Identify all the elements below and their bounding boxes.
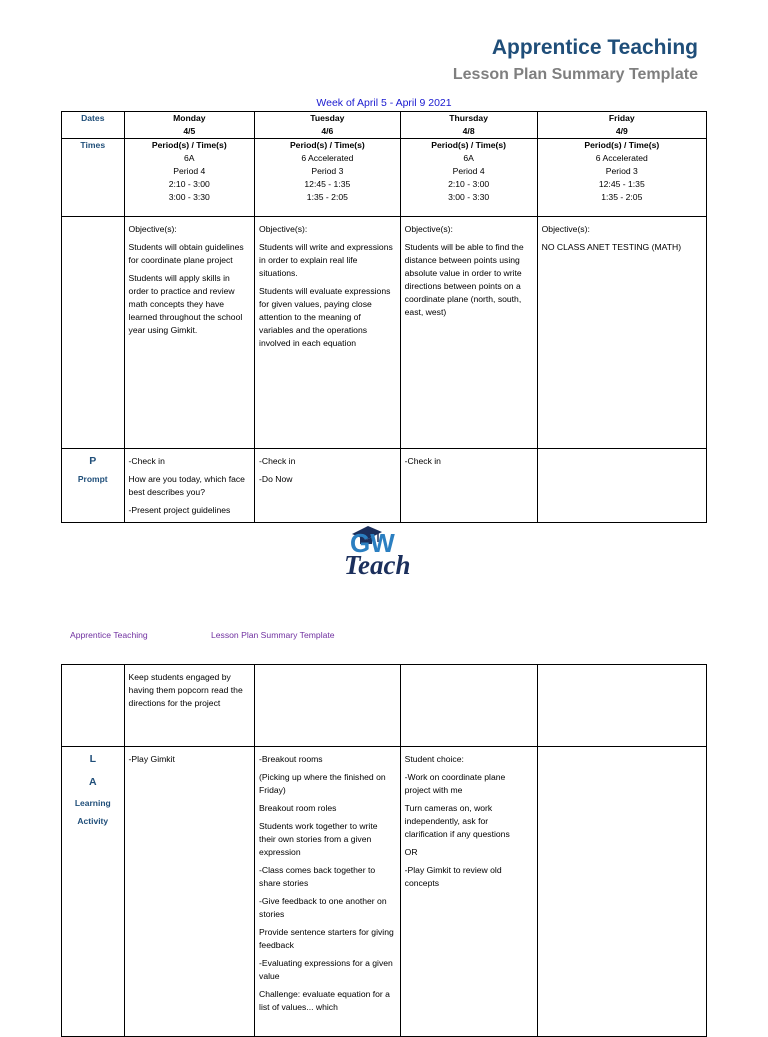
learning-letter-a: A (88, 776, 97, 788)
day-date: 4/9 (615, 126, 628, 136)
day-name: Tuesday (310, 113, 345, 123)
objective-text: Students will obtain guidelines for coordinate plane project (128, 242, 244, 265)
objectives-monday (124, 217, 255, 449)
activity-item: -Class comes back together to share stories (259, 865, 376, 888)
prompt-friday (537, 449, 706, 523)
continued-thursday (400, 665, 537, 747)
period-header: Period(s) / Time(s) (431, 140, 507, 150)
times-text: 6 Accelerated Period 3 12:45 - 1:35 1:35 - 2:05 (595, 153, 648, 202)
objective-text: Students will apply skills in order to practice and review math concepts they have learned throughout the school year using Gimkit. (128, 273, 243, 335)
prompt-item: -Present project guidelines (128, 505, 231, 515)
week-label: Week of April 5 - April 9 2021 (316, 97, 452, 109)
prompt-thursday (400, 449, 537, 523)
objective-text: Students will evaluate expressions for given values, paying close attention to the meaning of variables and the operations involved in each equation (259, 286, 391, 348)
gw-teach-logo (338, 520, 438, 582)
activity-item: -Play Gimkit (128, 754, 175, 764)
learning-row (62, 747, 707, 1037)
objectives-thursday (400, 217, 537, 449)
period-header: Period(s) / Time(s) (151, 140, 227, 150)
dates-row (62, 112, 707, 139)
continued-label-cell (62, 665, 125, 747)
document-title: Apprentice Teaching (491, 36, 698, 59)
prompt-item: -Check in (404, 456, 441, 466)
activity-item: Turn cameras on, work independently, ask for clarification if any questions (404, 803, 510, 839)
learning-label: Learning (74, 798, 111, 808)
objective-text: Students will write and expressions in order to explain real life situations. (259, 242, 393, 278)
times-label: Times (62, 139, 125, 217)
times-row (62, 139, 707, 217)
prompt-tuesday (255, 449, 401, 523)
activity-item: Keep students engaged by having them popcorn read the directions for the project (128, 672, 243, 708)
prompt-monday (124, 449, 255, 523)
logo-teach-text: Teach (344, 550, 411, 580)
activity-item: OR (404, 847, 418, 857)
prompt-label-cell (62, 449, 125, 523)
day-date: 4/5 (183, 126, 196, 136)
times-text: 6 Accelerated Period 3 12:45 - 1:35 1:35 - 2:05 (301, 153, 354, 202)
activity-item: Challenge: evaluate equation for a list of values... which (259, 989, 390, 1012)
activity-item: -Give feedback to one another on stories (259, 896, 387, 919)
activity-item: -Play Gimkit to review old concepts (404, 865, 502, 888)
lesson-plan-table-bottom (61, 664, 707, 1037)
day-date: 4/8 (462, 126, 475, 136)
objective-heading: Objective(s): (128, 224, 177, 234)
dates-label: Dates (62, 112, 125, 139)
objective-text: Students will be able to find the distance between points using absolute value in order to write directions between points on a coordinate plane (north, south, east, west) (404, 242, 524, 317)
objective-heading: Objective(s): (259, 224, 308, 234)
objectives-friday (537, 217, 706, 449)
prompt-row (62, 449, 707, 523)
activity-item: Students work together to write their own stories from a given expression (259, 821, 378, 857)
times-text: 6A Period 4 2:10 - 3:00 3:00 - 3:30 (168, 153, 210, 202)
times-thursday (400, 139, 537, 217)
lesson-plan-table-top (61, 111, 707, 523)
times-tuesday (255, 139, 401, 217)
activity-item: -Work on coordinate plane project with me (404, 772, 506, 795)
day-date: 4/6 (321, 126, 334, 136)
day-header-thursday (400, 112, 537, 139)
activity-item: -Breakout rooms (259, 754, 323, 764)
learning-letter-l: L (89, 753, 96, 765)
activity-item: Provide sentence starters for giving feedback (259, 927, 394, 950)
day-header-monday (124, 112, 255, 139)
footer-left: Apprentice Teaching (70, 630, 148, 640)
objectives-label-cell (62, 217, 125, 449)
prompt-label: Prompt (77, 474, 108, 484)
activity-item: (Picking up where the finished on Friday) (259, 772, 386, 795)
continued-row (62, 665, 707, 747)
document-subtitle: Lesson Plan Summary Template (452, 66, 698, 83)
period-header: Period(s) / Time(s) (289, 140, 365, 150)
continued-monday (124, 665, 255, 747)
times-text: 6A Period 4 2:10 - 3:00 3:00 - 3:30 (448, 153, 490, 202)
learning-thursday (400, 747, 537, 1037)
activity-item: Breakout room roles (259, 803, 337, 813)
logo-gw-text: GW (350, 528, 395, 558)
continued-tuesday (255, 665, 401, 747)
objectives-tuesday (255, 217, 401, 449)
prompt-item: -Check in (259, 456, 296, 466)
day-header-tuesday (255, 112, 401, 139)
period-header: Period(s) / Time(s) (584, 140, 660, 150)
day-header-friday (537, 112, 706, 139)
objective-heading: Objective(s): (541, 224, 590, 234)
prompt-item: How are you today, which face best describes you? (128, 474, 245, 497)
prompt-item: -Do Now (259, 474, 293, 484)
prompt-letter: P (89, 455, 97, 467)
day-name: Monday (173, 113, 206, 123)
activity-item: -Evaluating expressions for a given value (259, 958, 393, 981)
learning-friday (537, 747, 706, 1037)
objective-text: NO CLASS ANET TESTING (MATH) (541, 242, 682, 252)
activity-label: Activity (77, 816, 109, 826)
footer-right: Lesson Plan Summary Template (211, 630, 335, 640)
objectives-row (62, 217, 707, 449)
continued-friday (537, 665, 706, 747)
learning-tuesday (255, 747, 401, 1037)
activity-item: Student choice: (404, 754, 464, 764)
prompt-item: -Check in (128, 456, 165, 466)
day-name: Friday (608, 113, 635, 123)
times-friday (537, 139, 706, 217)
day-name: Thursday (449, 113, 488, 123)
learning-monday (124, 747, 255, 1037)
objective-heading: Objective(s): (404, 224, 453, 234)
times-monday (124, 139, 255, 217)
learning-label-cell (62, 747, 125, 1037)
